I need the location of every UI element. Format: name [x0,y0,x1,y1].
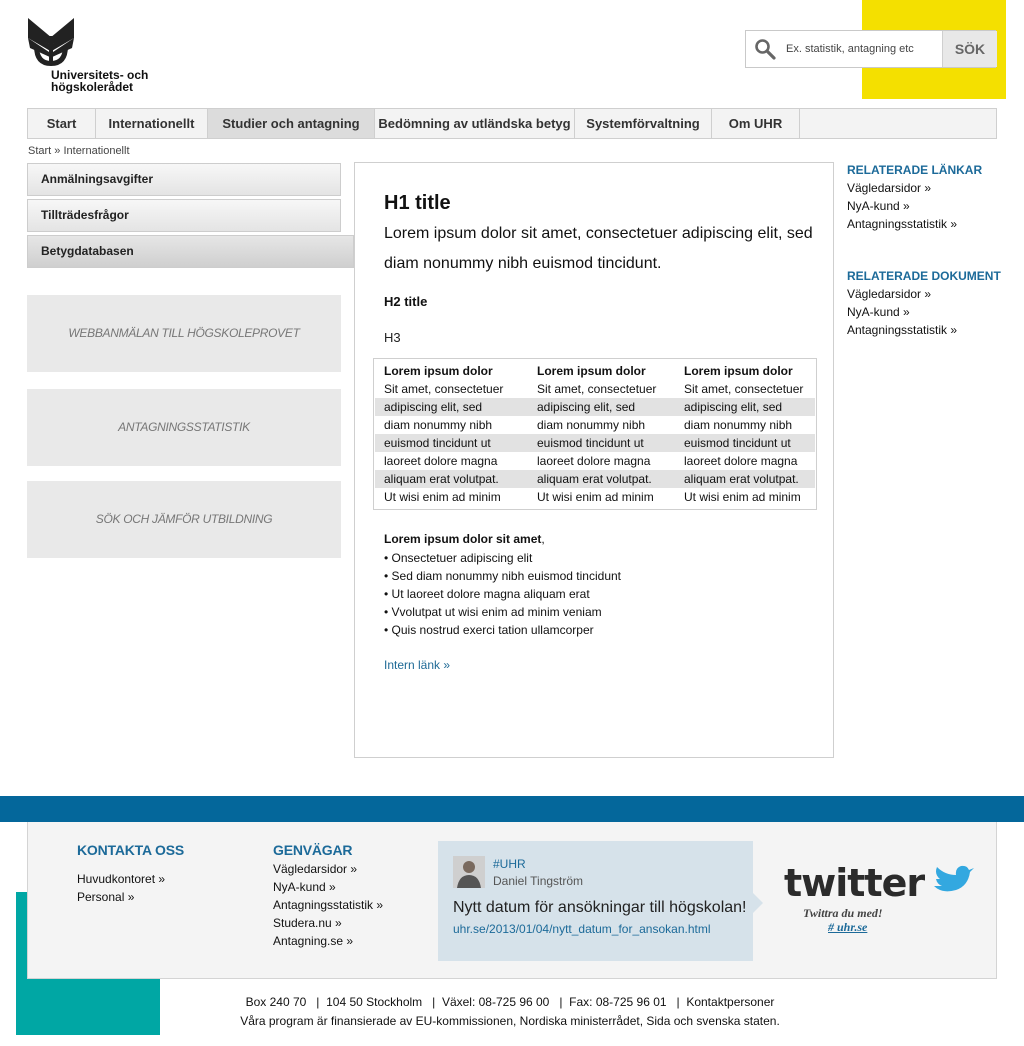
table-cell: euismod tincidunt ut [528,434,675,452]
footer-link-vagledarsidor[interactable]: Vägledarsidor » [273,862,358,876]
table-cell: euismod tincidunt ut [375,434,528,452]
table-cell: aliquam erat volutpat. [528,470,675,488]
table-cell: laoreet dolore magna [384,454,498,468]
table-cell: diam nonummy nibh [537,418,646,432]
table-cell: Ut wisi enim ad minim [384,490,501,504]
nav-item-om-uhr[interactable]: Om UHR [712,109,800,138]
twitter-hashtag-link[interactable]: # uhr.se [828,920,868,934]
footer-link-nya-kund[interactable]: NyA-kund » [273,880,336,894]
main-nav [27,108,997,139]
h3-heading: H3 [384,330,401,345]
footer-contact-heading: KONTAKTA OSS [77,842,185,858]
nav-item-internationellt[interactable]: Internationellt [96,109,208,138]
table-cell: Sit amet, consectetuer [384,382,504,396]
table-cell: Ut wisi enim ad minim [537,490,654,504]
related-links-heading: RELATERADE LÄNKAR [847,163,983,177]
logo-line-1: Universitets- och [51,68,149,82]
person-avatar-icon [453,856,485,888]
footer-link-antagningsstatistik[interactable]: Antagningsstatistik » [273,898,384,912]
address-line-2: Våra program är finansierade av EU-kommissionen, Nordiska ministerrådet, Sida och svenska staten. [240,1014,780,1028]
table-cell: Ut wisi enim ad minim [684,490,801,504]
bullet-list [384,549,621,639]
table-row [375,398,815,416]
avatar[interactable] [453,856,485,888]
search-icon[interactable] [754,38,776,60]
list-title [384,532,545,546]
table-cell: adipiscing elit, sed [675,398,815,416]
logo-line-2: högskolerådet [51,80,134,94]
table-row [375,488,815,506]
table-cell: aliquam erat volutpat. [375,470,528,488]
lead-paragraph: Lorem ipsum dolor sit amet, consectetuer adipiscing elit, sed diam nonummy nibh euismod tincidunt. [384,225,813,272]
promo-sok-och-jamfor[interactable]: SÖK OCH JÄMFÖR UTBILDNING [27,481,341,558]
tweet-link[interactable]: uhr.se/2013/01/04/nytt_datum_for_ansokan.html [453,922,711,936]
search-button[interactable]: SÖK [942,31,997,67]
related-docs-heading: RELATERADE DOKUMENT [847,269,1001,283]
h2-heading: H2 title [384,294,428,309]
promo-antagningsstatistik[interactable]: ANTAGNINGSSTATISTIK [27,389,341,466]
table-cell: diam nonummy nibh [684,418,793,432]
svg-text:twitter: twitter [784,862,925,905]
tweet-hashtag[interactable]: #UHR [493,857,526,871]
related-doc-antagningsstatistik[interactable]: Antagningsstatistik » [847,323,958,337]
logo-text [51,69,171,93]
footer-link-studera[interactable]: Studera.nu » [273,916,342,930]
sidebar-item-tilltradesfragor[interactable]: Tillträdesfrågor [27,199,341,232]
search-input[interactable] [786,37,940,61]
table-header-cell: Lorem ipsum dolor [384,364,493,378]
table-row [375,470,815,488]
list-item: • Quis nostrud exerci tation ullamcorper [384,623,594,637]
twitter-logo-icon[interactable] [784,862,974,906]
table-cell: Sit amet, consectetuer [684,382,804,396]
address-line-1: Box 240 70 | 104 50 Stockholm | Växel: 08-725 96 00 | Fax: 08-725 96 01 | Kontaktpersoner [245,995,775,1009]
related-link-vagledarsidor[interactable]: Vägledarsidor » [847,181,932,195]
page-title: H1 title [384,192,451,214]
table-header-row [375,362,815,380]
list-title-suffix: , [541,532,545,546]
list-item: • Ut laoreet dolore magna aliquam erat [384,587,590,601]
sidebar-item-anmalningsavgifter[interactable]: Anmälningsavgifter [27,163,341,196]
tweet-arrow [753,893,763,913]
nav-item-systemforvaltning[interactable]: Systemförvaltning [575,109,712,138]
related-doc-vagledarsidor[interactable]: Vägledarsidor » [847,287,932,301]
table-header-cell: Lorem ipsum dolor [684,364,793,378]
table-row [375,452,815,470]
list-item: • Vvolutpat ut wisi enim ad minim veniam [384,605,602,619]
footer-link-personal[interactable]: Personal » [77,890,135,904]
table-cell: Sit amet, consectetuer [537,382,657,396]
intern-link[interactable]: Intern länk » [384,658,451,672]
nav-item-bedomning[interactable]: Bedömning av utländska betyg [375,109,575,138]
sidebar-item-betygdatabasen[interactable]: Betygdatabasen [27,235,354,268]
data-table [373,358,817,510]
tweet-text: Nytt datum för ansökningar till högskolan! [453,899,747,916]
footer-address [160,993,860,1031]
twitter-tagline: Twittra du med! [803,906,883,920]
related-link-antagningsstatistik[interactable]: Antagningsstatistik » [847,217,958,231]
nav-item-studier-och-antagning[interactable]: Studier och antagning [208,109,375,138]
promo-webbanmalan[interactable]: WEBBANMÄLAN TILL HÖGSKOLEPROVET [27,295,341,372]
table-row [375,416,815,434]
nav-item-start[interactable]: Start [28,109,96,138]
table-cell: euismod tincidunt ut [675,434,815,452]
footer-shortcuts-heading: GENVÄGAR [273,842,353,858]
table-row [375,380,815,398]
table-header-cell: Lorem ipsum dolor [537,364,646,378]
breadcrumb[interactable]: Start » Internationellt [28,145,130,157]
related-doc-nya-kund[interactable]: NyA-kund » [847,305,910,319]
footer-band [0,796,1024,822]
table-cell: adipiscing elit, sed [528,398,675,416]
related-link-nya-kund[interactable]: NyA-kund » [847,199,910,213]
table-row [375,434,815,452]
uhr-logo-icon [26,16,86,71]
list-title-text: Lorem ipsum dolor sit amet [384,532,542,546]
table-cell: aliquam erat volutpat. [675,470,815,488]
footer-link-huvudkontoret[interactable]: Huvudkontoret » [77,872,166,886]
tweet-author: Daniel Tingström [493,874,584,888]
list-item: • Onsectetuer adipiscing elit [384,551,533,565]
footer-link-antagning[interactable]: Antagning.se » [273,934,354,948]
table-cell: laoreet dolore magna [684,454,798,468]
list-item: • Sed diam nonummy nibh euismod tincidunt [384,569,621,583]
table-cell: diam nonummy nibh [384,418,493,432]
table-cell: adipiscing elit, sed [375,398,528,416]
table-cell: laoreet dolore magna [537,454,651,468]
